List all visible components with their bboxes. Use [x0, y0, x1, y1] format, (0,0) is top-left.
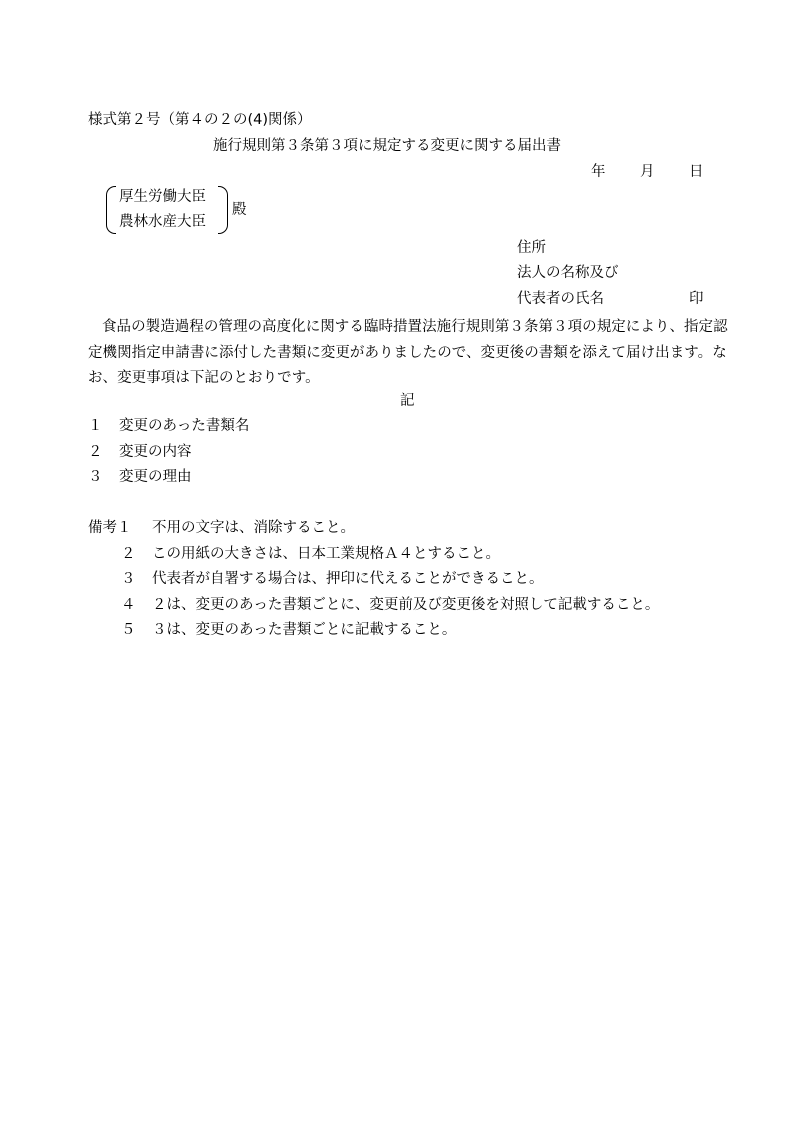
- document-title: 施行規則第３条第３項に規定する変更に関する届出書: [213, 138, 561, 154]
- remark-text: 代表者が自署する場合は、押印に代えることができること。: [152, 571, 544, 587]
- remark-number: ３: [121, 571, 136, 587]
- applicant-address-label: 住所: [517, 240, 546, 256]
- item-change-reason: 変更の理由: [119, 469, 192, 485]
- ki-heading: 記: [400, 393, 415, 409]
- remark-number: ２: [121, 546, 136, 562]
- date-day-label: 日: [689, 164, 704, 180]
- applicant-corp-name-label: 法人の名称及び: [517, 265, 619, 281]
- body-paragraph: 食品の製造過程の管理の高度化に関する臨時措置法施行規則第３条第３項の規定により、指定認定機関指定申請書に添付した書類に変更がありましたので、変更後の書類を添えて届け出ます。なお、変更事項は下記のとおりです。: [88, 319, 728, 386]
- addressee-bracket-right: [218, 186, 228, 234]
- addressee-maff: 農林水産大臣: [119, 214, 206, 230]
- addressee-honorific: 殿: [232, 202, 247, 218]
- item-number: ３: [88, 469, 103, 485]
- remark-number: ５: [121, 622, 136, 638]
- applicant-representative-label: 代表者の氏名: [517, 291, 604, 307]
- seal-mark: 印: [689, 291, 704, 307]
- date-month-label: 月: [640, 164, 655, 180]
- remark-text: ２は、変更のあった書類ごとに、変更前及び変更後を対照して記載すること。: [152, 597, 660, 613]
- remark-number: ４: [121, 597, 136, 613]
- remark-text: 不用の文字は、消除すること。: [152, 520, 355, 536]
- item-change-content: 変更の内容: [119, 444, 192, 460]
- date-year-label: 年: [591, 164, 606, 180]
- remarks-heading: 備考１: [88, 520, 132, 536]
- remark-text: この用紙の大きさは、日本工業規格Ａ４とすること。: [152, 546, 500, 562]
- addressee-mhlw: 厚生労働大臣: [119, 189, 206, 205]
- item-number: １: [88, 418, 103, 434]
- item-changed-document-name: 変更のあった書類名: [119, 418, 250, 434]
- form-number: 様式第２号（第４の２の(4)関係）: [88, 112, 312, 128]
- addressee-bracket-left: [106, 186, 116, 234]
- item-number: ２: [88, 444, 103, 460]
- remark-text: ３は、変更のあった書類ごとに記載すること。: [152, 622, 457, 638]
